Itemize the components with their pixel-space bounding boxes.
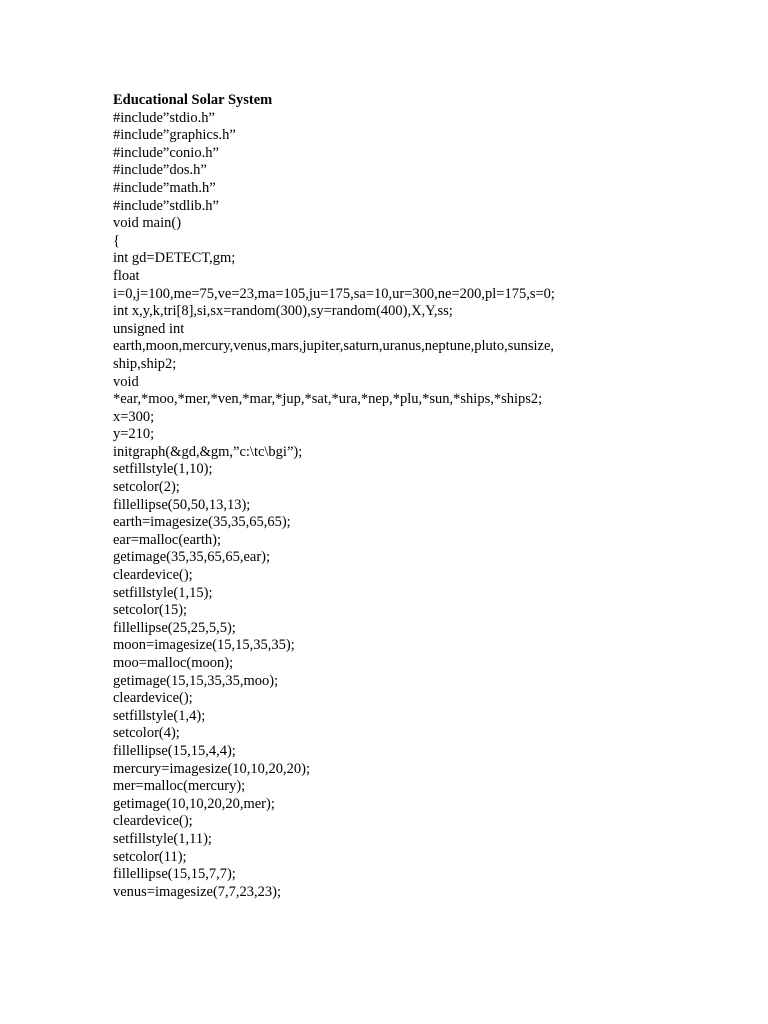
- document-title: Educational Solar System: [113, 92, 273, 108]
- code-line: {: [113, 232, 120, 249]
- code-line: setcolor(15);: [113, 602, 188, 619]
- code-line: *ear,*moo,*mer,*ven,*mar,*jup,*sat,*ura,*nep,*plu,*sun,*ships,*ships2;: [113, 391, 543, 408]
- code-line: fillellipse(25,25,5,5);: [113, 619, 236, 636]
- code-block: [113, 110, 753, 902]
- code-line: mer=malloc(mercury);: [113, 778, 246, 795]
- code-line: getimage(10,10,20,20,mer);: [113, 795, 275, 812]
- code-line: #include”stdlib.h”: [113, 197, 219, 214]
- document-page: [113, 92, 753, 901]
- code-line: moon=imagesize(15,15,35,35);: [113, 637, 295, 654]
- code-line: mercury=imagesize(10,10,20,20);: [113, 760, 311, 777]
- code-line: int x,y,k,tri[8],si,sx=random(300),sy=random(400),X,Y,ss;: [113, 303, 453, 320]
- code-line: setcolor(2);: [113, 479, 180, 496]
- code-line: float: [113, 267, 140, 284]
- code-line: setfillstyle(1,11);: [113, 830, 212, 847]
- code-line: getimage(35,35,65,65,ear);: [113, 549, 271, 566]
- code-line: void main(): [113, 215, 182, 232]
- code-line: #include”math.h”: [113, 179, 216, 196]
- code-line: y=210;: [113, 426, 155, 443]
- code-line: i=0,j=100,me=75,ve=23,ma=105,ju=175,sa=10,ur=300,ne=200,pl=175,s=0;: [113, 285, 555, 302]
- code-line: cleardevice();: [113, 690, 193, 707]
- code-line: getimage(15,15,35,35,moo);: [113, 672, 279, 689]
- code-line: setfillstyle(1,15);: [113, 584, 213, 601]
- code-line: ear=malloc(earth);: [113, 531, 221, 548]
- code-line: int gd=DETECT,gm;: [113, 250, 236, 267]
- code-line: earth,moon,mercury,venus,mars,jupiter,saturn,uranus,neptune,pluto,sunsize,: [113, 338, 555, 355]
- code-line: cleardevice();: [113, 813, 193, 830]
- code-line: fillellipse(15,15,7,7);: [113, 866, 236, 883]
- code-line: #include”stdio.h”: [113, 109, 215, 126]
- code-line: fillellipse(50,50,13,13);: [113, 496, 251, 513]
- code-line: x=300;: [113, 408, 155, 425]
- code-line: ship,ship2;: [113, 355, 177, 372]
- code-line: venus=imagesize(7,7,23,23);: [113, 883, 282, 900]
- code-line: void: [113, 373, 139, 390]
- code-line: #include”graphics.h”: [113, 127, 236, 144]
- code-line: cleardevice();: [113, 567, 193, 584]
- code-line: earth=imagesize(35,35,65,65);: [113, 514, 291, 531]
- code-line: setfillstyle(1,10);: [113, 461, 213, 478]
- code-line: #include”conio.h”: [113, 144, 219, 161]
- code-line: unsigned int: [113, 320, 185, 337]
- code-line: setfillstyle(1,4);: [113, 707, 206, 724]
- code-line: fillellipse(15,15,4,4);: [113, 742, 236, 759]
- code-line: moo=malloc(moon);: [113, 655, 234, 671]
- code-line: setcolor(4);: [113, 725, 180, 742]
- code-line: setcolor(11);: [113, 848, 187, 865]
- code-line: #include”dos.h”: [113, 162, 207, 179]
- code-line: initgraph(&gd,&gm,”c:\tc\bgi”);: [113, 443, 303, 460]
